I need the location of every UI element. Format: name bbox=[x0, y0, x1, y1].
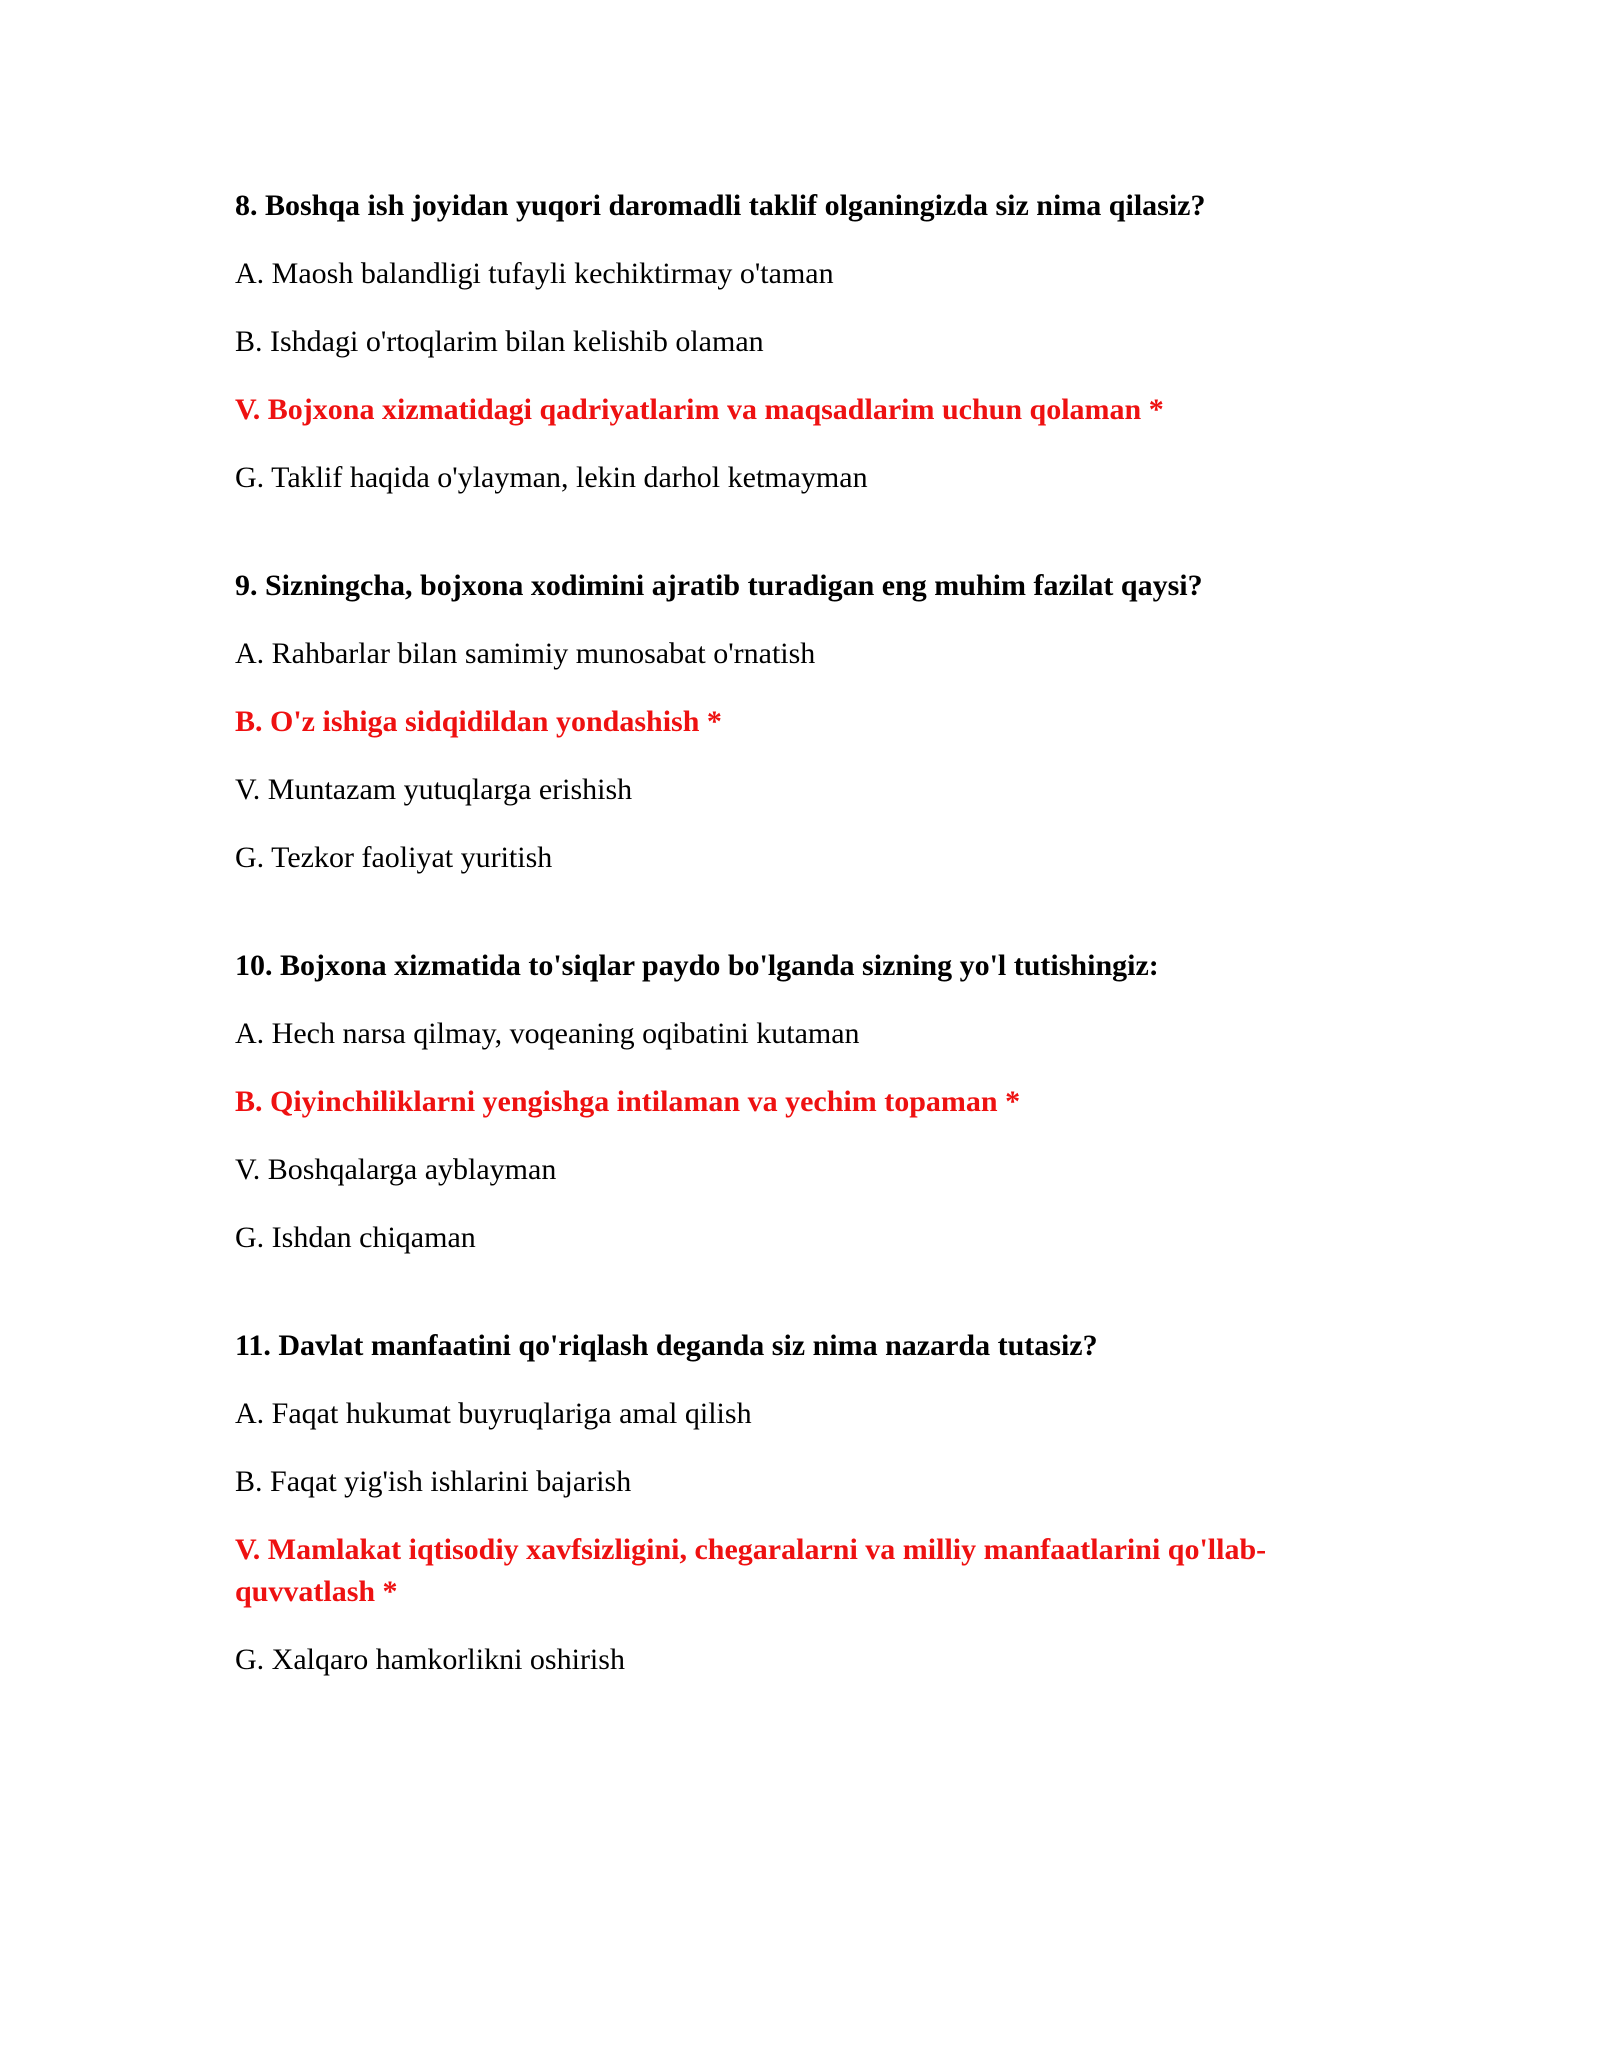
option-b-correct-answer: B. Qiyinchiliklarni yengishga intilaman va yechim topaman * bbox=[235, 1085, 1021, 1118]
option-v-correct-answer: V. Bojxona xizmatidagi qadriyatlarim va maqsadlarim uchun qolaman * bbox=[235, 393, 1164, 426]
question-text: 11. Davlat manfaatini qo'riqlash deganda siz nima nazarda tutasiz? bbox=[235, 1329, 1098, 1362]
question-text: 8. Boshqa ish joyidan yuqori daromadli taklif olganingizda siz nima qilasiz? bbox=[235, 189, 1206, 222]
question-block-8 bbox=[235, 185, 1385, 499]
option-v: V. Muntazam yutuqlarga erishish bbox=[235, 773, 633, 806]
option-a: A. Hech narsa qilmay, voqeaning oqibatini kutaman bbox=[235, 1017, 860, 1050]
option-a: A. Maosh balandligi tufayli kechiktirmay o'taman bbox=[235, 257, 834, 290]
option-v-correct-answer: V. Mamlakat iqtisodiy xavfsizligini, chegaralarni va milliy manfaatlarini qo'llab-quvvatlash * bbox=[235, 1533, 1267, 1608]
question-text: 9. Sizningcha, bojxona xodimini ajratib turadigan eng muhim fazilat qaysi? bbox=[235, 569, 1203, 602]
option-g: G. Taklif haqida o'ylayman, lekin darhol ketmayman bbox=[235, 461, 868, 494]
option-b: B. Ishdagi o'rtoqlarim bilan kelishib olaman bbox=[235, 325, 764, 358]
option-a: A. Rahbarlar bilan samimiy munosabat o'rnatish bbox=[235, 637, 816, 670]
option-b-correct-answer: B. O'z ishiga sidqidildan yondashish * bbox=[235, 705, 722, 738]
option-g: G. Ishdan chiqaman bbox=[235, 1221, 476, 1254]
option-g: G. Tezkor faoliyat yuritish bbox=[235, 841, 553, 874]
option-g: G. Xalqaro hamkorlikni oshirish bbox=[235, 1643, 625, 1676]
option-a: A. Faqat hukumat buyruqlariga amal qilish bbox=[235, 1397, 752, 1430]
question-block-10 bbox=[235, 945, 1385, 1259]
question-text: 10. Bojxona xizmatida to'siqlar paydo bo'lganda sizning yo'l tutishingiz: bbox=[235, 949, 1159, 982]
option-v: V. Boshqalarga ayblayman bbox=[235, 1153, 557, 1186]
option-b: B. Faqat yig'ish ishlarini bajarish bbox=[235, 1465, 632, 1498]
document-page bbox=[235, 185, 1385, 1681]
question-block-11 bbox=[235, 1325, 1385, 1681]
question-block-9 bbox=[235, 565, 1385, 879]
